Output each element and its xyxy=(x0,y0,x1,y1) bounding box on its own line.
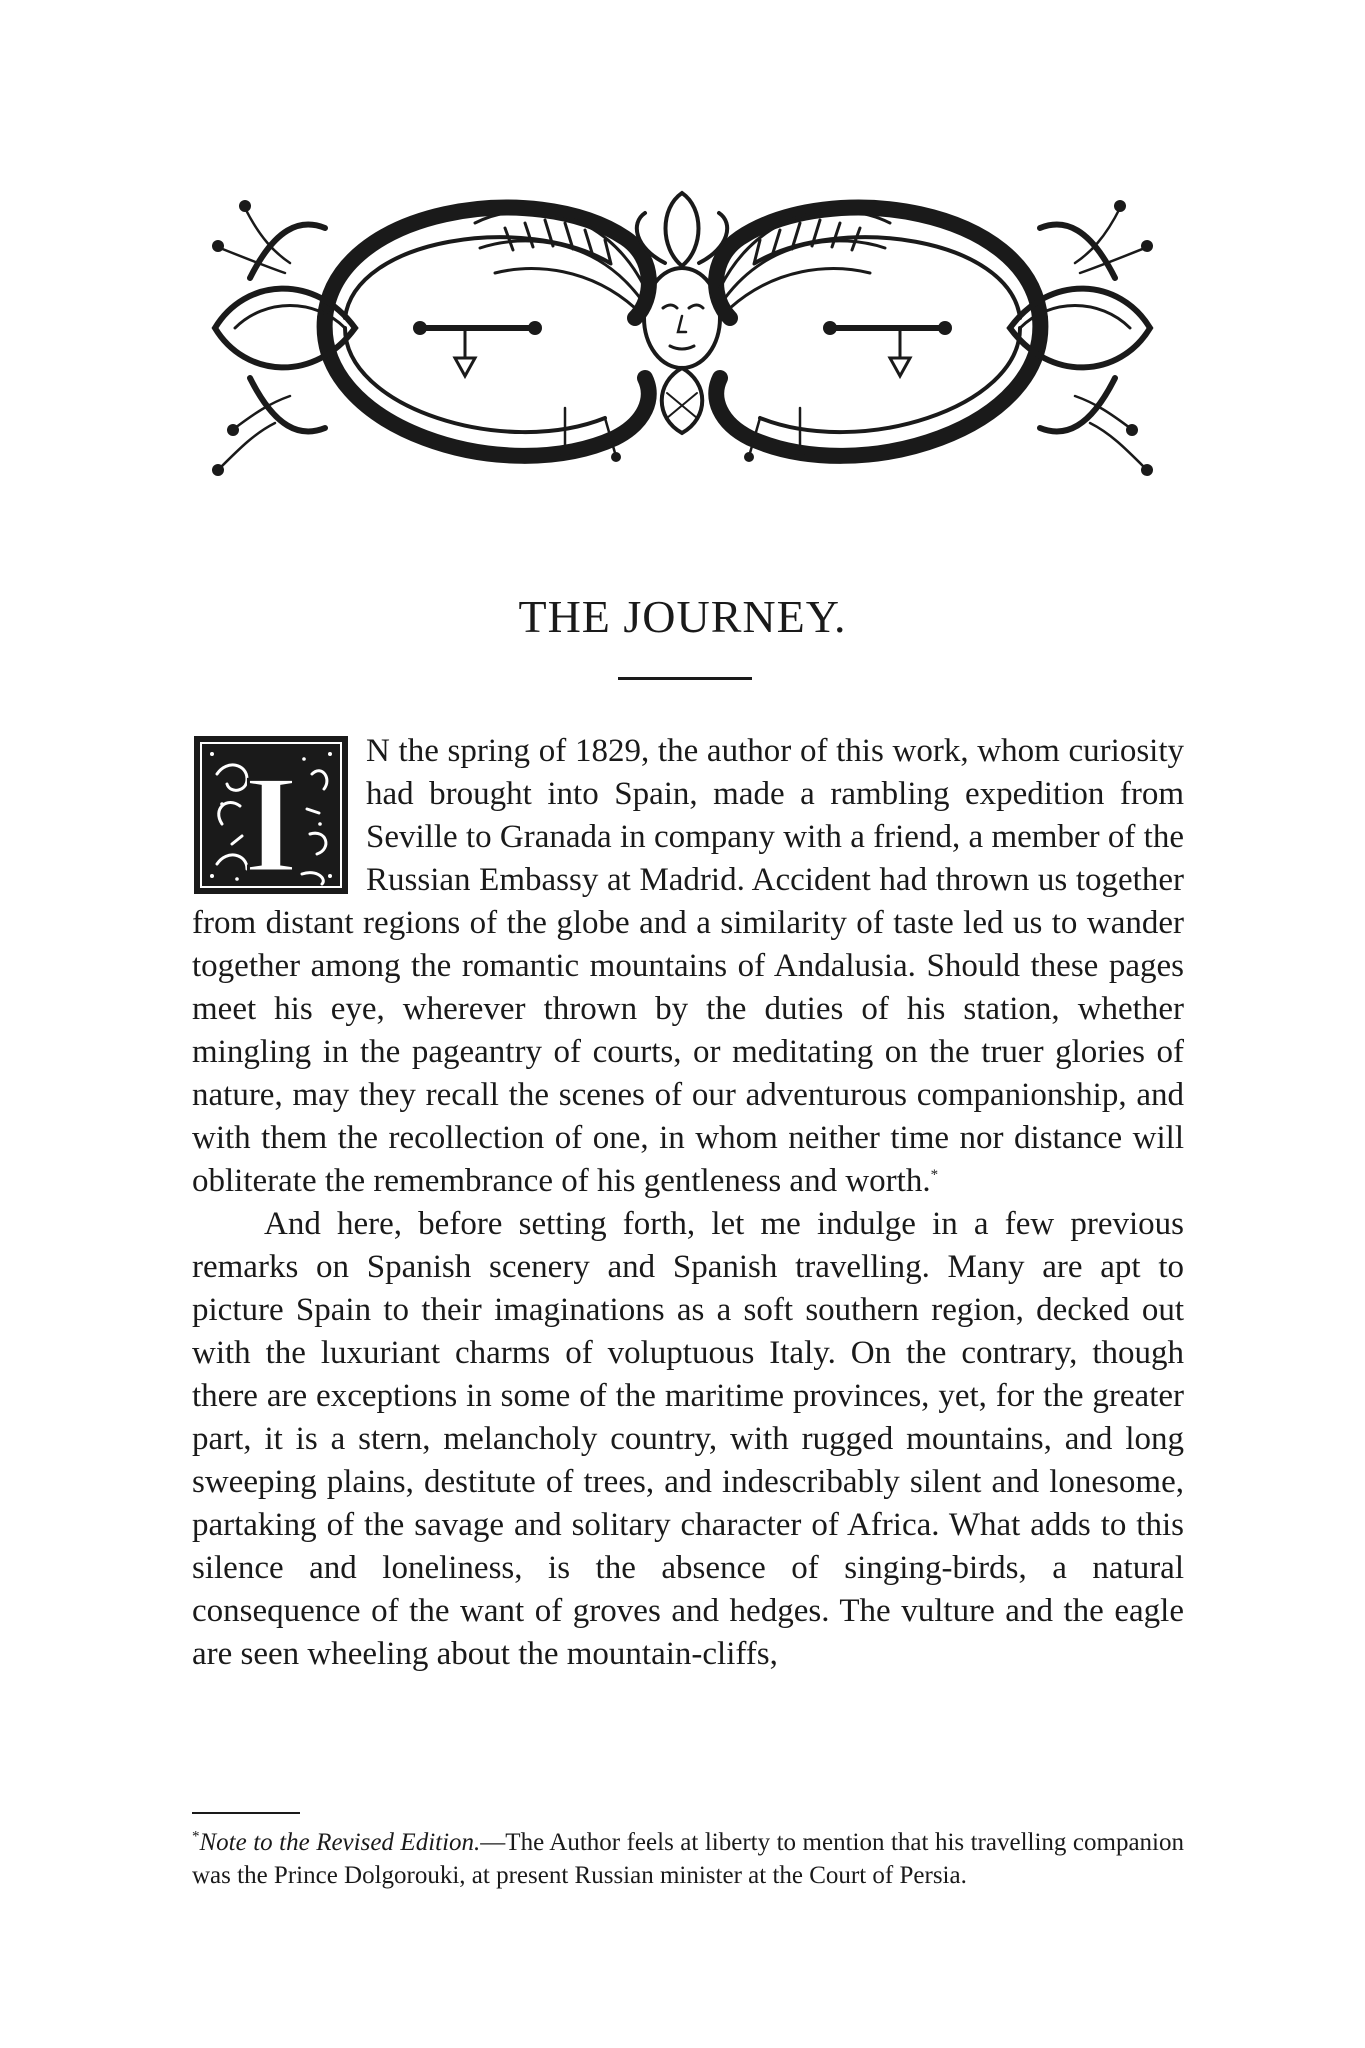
footnote-reference[interactable]: * xyxy=(930,1167,939,1183)
footnote-label: Note to the Revised Edition. xyxy=(199,1829,481,1856)
chapter-title: THE JOURNEY. xyxy=(518,591,847,642)
paragraph-2: And here, before setting forth, let me indulge in a few previous remarks on Spanish scenery and Spanish travelling. Many are apt to picture Spain to their imaginations as a soft southern region, decked out with the luxuriant charms of voluptuous Italy. On the contrary, though there are exceptions in some of the maritime provinces, yet, for the greater part, it is a stern, melancholy country, with rugged mountains, and long sweeping plains, destitute of trees, and indescribably silent and lonesome, partaking of the savage and solitary character of Africa. What adds to this silence and loneliness, is the absence of singing-birds, a natural consequence of the want of groves and hedges. The vulture and the eagle are seen wheeling about the mountain-cliffs, xyxy=(192,1206,1184,1672)
paragraph-1 xyxy=(192,730,1184,1203)
footnote xyxy=(192,1826,1184,1892)
title-divider xyxy=(618,677,752,680)
paragraph-1-text: N the spring of 1829, the author of this work, whom curiosity had brought into Spain, made a rambling expedition from Seville to Granada in company with a friend, a member of the Russian Embassy at Madrid. Accident had thrown us together from distant regions of the globe and a similarity of taste led us to wander together among the romantic mountains of Andalusia. Should these pages meet his eye, wherever thrown by the duties of his station, whether mingling in the pageantry of courts, or meditating on the truer glories of nature, may they recall the scenes of our adventurous companionship, and with them the recollection of one, in whom neither time nor distance will obliterate the remembrance of his gentleness and worth. xyxy=(192,733,1184,1199)
footnote-mark: * xyxy=(192,1828,200,1845)
footnote-text: —The Author feels at liberty to mention that his travelling companion was the Prince Dolgorouki, at present Russian minister at the Court of Persia. xyxy=(192,1829,1184,1889)
footnote-divider xyxy=(192,1812,300,1814)
ornament-headpiece-icon xyxy=(205,168,1160,498)
dropcap-letter: I xyxy=(243,747,299,896)
dropcap-initial-icon xyxy=(192,734,350,896)
body-text xyxy=(192,730,1184,1676)
